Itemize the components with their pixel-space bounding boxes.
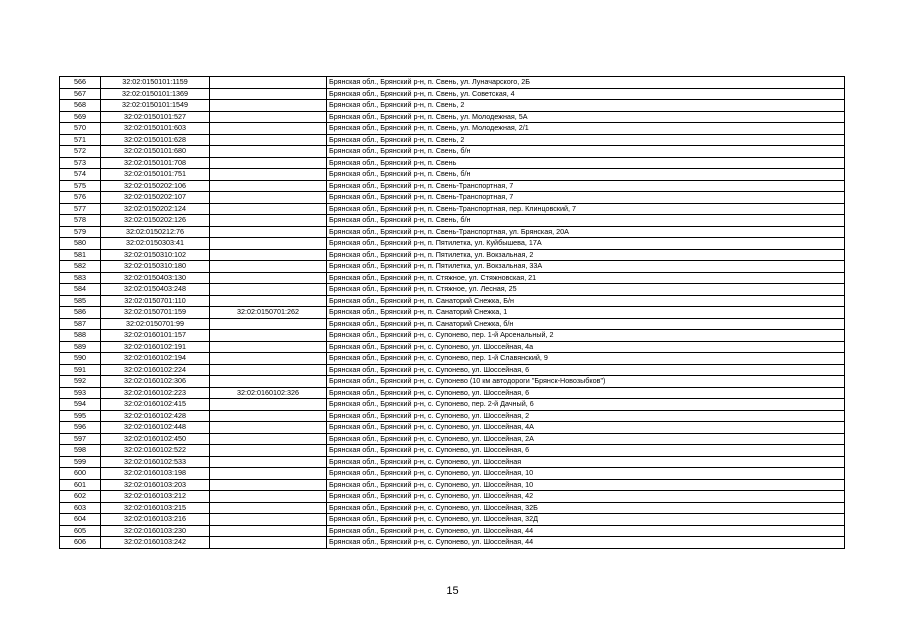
address-cell: Брянская обл., Брянский р-н, п. Свень, б/н <box>327 215 845 227</box>
cadastral-number-cell: 32:02:0150101:751 <box>101 169 210 181</box>
previous-cadastral-number-cell <box>210 180 327 192</box>
table-row <box>60 468 845 480</box>
address-cell: Брянская обл., Брянский р-н, с. Супонево, ул. Шоссейная, 44 <box>327 525 845 537</box>
previous-cadastral-number-cell <box>210 514 327 526</box>
address-cell: Брянская обл., Брянский р-н, с. Супонево, ул. Шоссейная, 6 <box>327 364 845 376</box>
table-row <box>60 226 845 238</box>
row-number-cell: 584 <box>60 284 101 296</box>
table-row <box>60 192 845 204</box>
cadastral-number-cell: 32:02:0150202:124 <box>101 203 210 215</box>
previous-cadastral-number-cell <box>210 353 327 365</box>
address-cell: Брянская обл., Брянский р-н, с. Супонево, ул. Шоссейная, 6 <box>327 445 845 457</box>
row-number-cell: 599 <box>60 456 101 468</box>
row-number-cell: 593 <box>60 387 101 399</box>
previous-cadastral-number-cell <box>210 445 327 457</box>
row-number-cell: 578 <box>60 215 101 227</box>
previous-cadastral-number-cell <box>210 272 327 284</box>
previous-cadastral-number-cell <box>210 157 327 169</box>
table-row <box>60 272 845 284</box>
address-cell: Брянская обл., Брянский р-н, с. Супонево (10 км автодороги "Брянск-Новозыбков") <box>327 376 845 388</box>
cadastral-number-cell: 32:02:0160102:306 <box>101 376 210 388</box>
cadastral-number-cell: 32:02:0160103:216 <box>101 514 210 526</box>
cadastral-number-cell: 32:02:0150403:130 <box>101 272 210 284</box>
row-number-cell: 575 <box>60 180 101 192</box>
row-number-cell: 579 <box>60 226 101 238</box>
cadastral-number-cell: 32:02:0160103:203 <box>101 479 210 491</box>
table-row <box>60 307 845 319</box>
address-cell: Брянская обл., Брянский р-н, п. Пятилетка, ул. Куйбышева, 17А <box>327 238 845 250</box>
table-row <box>60 479 845 491</box>
address-cell: Брянская обл., Брянский р-н, п. Свень, ул. Луначарского, 2Б <box>327 77 845 89</box>
cadastral-number-cell: 32:02:0150202:107 <box>101 192 210 204</box>
address-cell: Брянская обл., Брянский р-н, с. Супонево, ул. Шоссейная <box>327 456 845 468</box>
row-number-cell: 577 <box>60 203 101 215</box>
table-row <box>60 238 845 250</box>
row-number-cell: 591 <box>60 364 101 376</box>
row-number-cell: 590 <box>60 353 101 365</box>
address-cell: Брянская обл., Брянский р-н, с. Супонево, ул. Шоссейная, 42 <box>327 491 845 503</box>
table-row <box>60 445 845 457</box>
table-row <box>60 203 845 215</box>
address-cell: Брянская обл., Брянский р-н, с. Супонево, ул. Шоссейная, 44 <box>327 537 845 549</box>
previous-cadastral-number-cell <box>210 364 327 376</box>
cadastral-number-cell: 32:02:0160102:448 <box>101 422 210 434</box>
table-row <box>60 341 845 353</box>
previous-cadastral-number-cell <box>210 284 327 296</box>
table-row <box>60 491 845 503</box>
row-number-cell: 600 <box>60 468 101 480</box>
cadastral-number-cell: 32:02:0150101:527 <box>101 111 210 123</box>
cadastral-number-cell: 32:02:0160102:450 <box>101 433 210 445</box>
table-row <box>60 134 845 146</box>
row-number-cell: 601 <box>60 479 101 491</box>
address-cell: Брянская обл., Брянский р-н, п. Свень-Транспортная, пер. Клинцовский, 7 <box>327 203 845 215</box>
cadastral-number-cell: 32:02:0150303:41 <box>101 238 210 250</box>
address-cell: Брянская обл., Брянский р-н, п. Свень, ул. Молодежная, 5А <box>327 111 845 123</box>
address-cell: Брянская обл., Брянский р-н, с. Супонево, ул. Шоссейная, 32Д <box>327 514 845 526</box>
previous-cadastral-number-cell <box>210 100 327 112</box>
previous-cadastral-number-cell <box>210 330 327 342</box>
address-cell: Брянская обл., Брянский р-н, с. Супонево, ул. Шоссейная, 2 <box>327 410 845 422</box>
address-cell: Брянская обл., Брянский р-н, с. Супонево, пер. 1-й Арсенальный, 2 <box>327 330 845 342</box>
cadastral-number-cell: 32:02:0150101:628 <box>101 134 210 146</box>
previous-cadastral-number-cell <box>210 537 327 549</box>
address-cell: Брянская обл., Брянский р-н, с. Супонево, ул. Шоссейная, 2А <box>327 433 845 445</box>
page-number: 15 <box>446 585 459 597</box>
table-row <box>60 514 845 526</box>
table-row <box>60 376 845 388</box>
row-number-cell: 605 <box>60 525 101 537</box>
row-number-cell: 588 <box>60 330 101 342</box>
table-row <box>60 410 845 422</box>
previous-cadastral-number-cell <box>210 376 327 388</box>
table-row <box>60 353 845 365</box>
row-number-cell: 602 <box>60 491 101 503</box>
cadastral-number-cell: 32:02:0160101:157 <box>101 330 210 342</box>
table-row <box>60 433 845 445</box>
row-number-cell: 596 <box>60 422 101 434</box>
previous-cadastral-number-cell: 32:02:0160102:326 <box>210 387 327 399</box>
table-row <box>60 123 845 135</box>
previous-cadastral-number-cell <box>210 146 327 158</box>
cadastral-number-cell: 32:02:0150101:680 <box>101 146 210 158</box>
address-cell: Брянская обл., Брянский р-н, п. Свень, ул. Советская, 4 <box>327 88 845 100</box>
row-number-cell: 583 <box>60 272 101 284</box>
table-body <box>60 77 845 549</box>
table-row <box>60 295 845 307</box>
cadastral-table <box>59 76 845 549</box>
address-cell: Брянская обл., Брянский р-н, п. Свень <box>327 157 845 169</box>
cadastral-number-cell: 32:02:0160103:212 <box>101 491 210 503</box>
cadastral-number-cell: 32:02:0150101:1549 <box>101 100 210 112</box>
previous-cadastral-number-cell <box>210 318 327 330</box>
address-cell: Брянская обл., Брянский р-н, п. Санаторий Снежка, Б/н <box>327 295 845 307</box>
table-row <box>60 537 845 549</box>
cadastral-number-cell: 32:02:0150101:603 <box>101 123 210 135</box>
row-number-cell: 587 <box>60 318 101 330</box>
table-row <box>60 169 845 181</box>
row-number-cell: 589 <box>60 341 101 353</box>
table-row <box>60 146 845 158</box>
address-cell: Брянская обл., Брянский р-н, п. Пятилетка, ул. Вокзальная, 2 <box>327 249 845 261</box>
table-row <box>60 318 845 330</box>
previous-cadastral-number-cell <box>210 479 327 491</box>
previous-cadastral-number-cell: 32:02:0150701:262 <box>210 307 327 319</box>
previous-cadastral-number-cell <box>210 123 327 135</box>
row-number-cell: 576 <box>60 192 101 204</box>
cadastral-number-cell: 32:02:0160103:242 <box>101 537 210 549</box>
address-cell: Брянская обл., Брянский р-н, с. Супонево, пер. 2-й Дачный, 6 <box>327 399 845 411</box>
row-number-cell: 572 <box>60 146 101 158</box>
row-number-cell: 603 <box>60 502 101 514</box>
address-cell: Брянская обл., Брянский р-н, п. Свень-Транспортная, 7 <box>327 192 845 204</box>
address-cell: Брянская обл., Брянский р-н, п. Санаторий Снежка, 1 <box>327 307 845 319</box>
table-row <box>60 157 845 169</box>
address-cell: Брянская обл., Брянский р-н, п. Свень, б/н <box>327 169 845 181</box>
cadastral-number-cell: 32:02:0160102:428 <box>101 410 210 422</box>
previous-cadastral-number-cell <box>210 215 327 227</box>
previous-cadastral-number-cell <box>210 249 327 261</box>
cadastral-number-cell: 32:02:0150202:106 <box>101 180 210 192</box>
table-row <box>60 111 845 123</box>
address-cell: Брянская обл., Брянский р-н, с. Супонево, ул. Шоссейная, 32Б <box>327 502 845 514</box>
previous-cadastral-number-cell <box>210 433 327 445</box>
table-row <box>60 502 845 514</box>
previous-cadastral-number-cell <box>210 399 327 411</box>
table-row <box>60 249 845 261</box>
cadastral-number-cell: 32:02:0160103:198 <box>101 468 210 480</box>
table-row <box>60 330 845 342</box>
row-number-cell: 568 <box>60 100 101 112</box>
previous-cadastral-number-cell <box>210 502 327 514</box>
row-number-cell: 566 <box>60 77 101 89</box>
previous-cadastral-number-cell <box>210 238 327 250</box>
cadastral-number-cell: 32:02:0160102:533 <box>101 456 210 468</box>
cadastral-number-cell: 32:02:0150101:1369 <box>101 88 210 100</box>
address-cell: Брянская обл., Брянский р-н, с. Супонево, пер. 1-й Славянский, 9 <box>327 353 845 365</box>
address-cell: Брянская обл., Брянский р-н, п. Свень-Транспортная, ул. Брянская, 20А <box>327 226 845 238</box>
table-row <box>60 180 845 192</box>
row-number-cell: 595 <box>60 410 101 422</box>
previous-cadastral-number-cell <box>210 295 327 307</box>
cadastral-number-cell: 32:02:0160103:230 <box>101 525 210 537</box>
cadastral-number-cell: 32:02:0150310:180 <box>101 261 210 273</box>
table-row <box>60 364 845 376</box>
row-number-cell: 598 <box>60 445 101 457</box>
address-cell: Брянская обл., Брянский р-н, с. Супонево, ул. Шоссейная, 4А <box>327 422 845 434</box>
previous-cadastral-number-cell <box>210 226 327 238</box>
row-number-cell: 592 <box>60 376 101 388</box>
cadastral-number-cell: 32:02:0160102:415 <box>101 399 210 411</box>
row-number-cell: 606 <box>60 537 101 549</box>
previous-cadastral-number-cell <box>210 134 327 146</box>
cadastral-number-cell: 32:02:0160102:191 <box>101 341 210 353</box>
row-number-cell: 570 <box>60 123 101 135</box>
row-number-cell: 597 <box>60 433 101 445</box>
previous-cadastral-number-cell <box>210 203 327 215</box>
table-row <box>60 77 845 89</box>
address-cell: Брянская обл., Брянский р-н, п. Свень, б/н <box>327 146 845 158</box>
previous-cadastral-number-cell <box>210 456 327 468</box>
previous-cadastral-number-cell <box>210 88 327 100</box>
row-number-cell: 573 <box>60 157 101 169</box>
cadastral-number-cell: 32:02:0160102:224 <box>101 364 210 376</box>
row-number-cell: 594 <box>60 399 101 411</box>
row-number-cell: 567 <box>60 88 101 100</box>
previous-cadastral-number-cell <box>210 422 327 434</box>
table-row <box>60 215 845 227</box>
table-row <box>60 456 845 468</box>
cadastral-number-cell: 32:02:0150310:102 <box>101 249 210 261</box>
row-number-cell: 581 <box>60 249 101 261</box>
previous-cadastral-number-cell <box>210 410 327 422</box>
previous-cadastral-number-cell <box>210 525 327 537</box>
address-cell: Брянская обл., Брянский р-н, п. Санаторий Снежка, б/н <box>327 318 845 330</box>
address-cell: Брянская обл., Брянский р-н, п. Стяжное, ул. Стяжновская, 21 <box>327 272 845 284</box>
address-cell: Брянская обл., Брянский р-н, п. Свень, ул. Молодежная, 2/1 <box>327 123 845 135</box>
cadastral-number-cell: 32:02:0150202:126 <box>101 215 210 227</box>
previous-cadastral-number-cell <box>210 169 327 181</box>
table-row <box>60 100 845 112</box>
cadastral-number-cell: 32:02:0150212:76 <box>101 226 210 238</box>
previous-cadastral-number-cell <box>210 111 327 123</box>
address-cell: Брянская обл., Брянский р-н, с. Супонево, ул. Шоссейная, 4а <box>327 341 845 353</box>
table-row <box>60 261 845 273</box>
cadastral-number-cell: 32:02:0150701:99 <box>101 318 210 330</box>
cadastral-number-cell: 32:02:0160103:215 <box>101 502 210 514</box>
cadastral-number-cell: 32:02:0160102:194 <box>101 353 210 365</box>
row-number-cell: 574 <box>60 169 101 181</box>
row-number-cell: 585 <box>60 295 101 307</box>
previous-cadastral-number-cell <box>210 77 327 89</box>
address-cell: Брянская обл., Брянский р-н, п. Пятилетка, ул. Вокзальная, 33А <box>327 261 845 273</box>
cadastral-number-cell: 32:02:0150701:110 <box>101 295 210 307</box>
cadastral-number-cell: 32:02:0150403:248 <box>101 284 210 296</box>
previous-cadastral-number-cell <box>210 341 327 353</box>
address-cell: Брянская обл., Брянский р-н, п. Свень, 2 <box>327 100 845 112</box>
table-row <box>60 88 845 100</box>
cadastral-number-cell: 32:02:0150101:1159 <box>101 77 210 89</box>
cadastral-number-cell: 32:02:0150101:708 <box>101 157 210 169</box>
address-cell: Брянская обл., Брянский р-н, п. Свень, 2 <box>327 134 845 146</box>
previous-cadastral-number-cell <box>210 261 327 273</box>
address-cell: Брянская обл., Брянский р-н, с. Супонево, ул. Шоссейная, 10 <box>327 479 845 491</box>
address-cell: Брянская обл., Брянский р-н, п. Свень-Транспортная, 7 <box>327 180 845 192</box>
row-number-cell: 604 <box>60 514 101 526</box>
table-row <box>60 284 845 296</box>
table-row <box>60 387 845 399</box>
row-number-cell: 582 <box>60 261 101 273</box>
cadastral-number-cell: 32:02:0150701:159 <box>101 307 210 319</box>
previous-cadastral-number-cell <box>210 468 327 480</box>
table-row <box>60 399 845 411</box>
table-row <box>60 422 845 434</box>
row-number-cell: 571 <box>60 134 101 146</box>
address-cell: Брянская обл., Брянский р-н, с. Супонево, ул. Шоссейная, 6 <box>327 387 845 399</box>
cadastral-number-cell: 32:02:0160102:223 <box>101 387 210 399</box>
previous-cadastral-number-cell <box>210 491 327 503</box>
address-cell: Брянская обл., Брянский р-н, с. Супонево, ул. Шоссейная, 10 <box>327 468 845 480</box>
row-number-cell: 580 <box>60 238 101 250</box>
row-number-cell: 569 <box>60 111 101 123</box>
row-number-cell: 586 <box>60 307 101 319</box>
address-cell: Брянская обл., Брянский р-н, п. Стяжное, ул. Лесная, 25 <box>327 284 845 296</box>
previous-cadastral-number-cell <box>210 192 327 204</box>
table-row <box>60 525 845 537</box>
cadastral-number-cell: 32:02:0160102:522 <box>101 445 210 457</box>
